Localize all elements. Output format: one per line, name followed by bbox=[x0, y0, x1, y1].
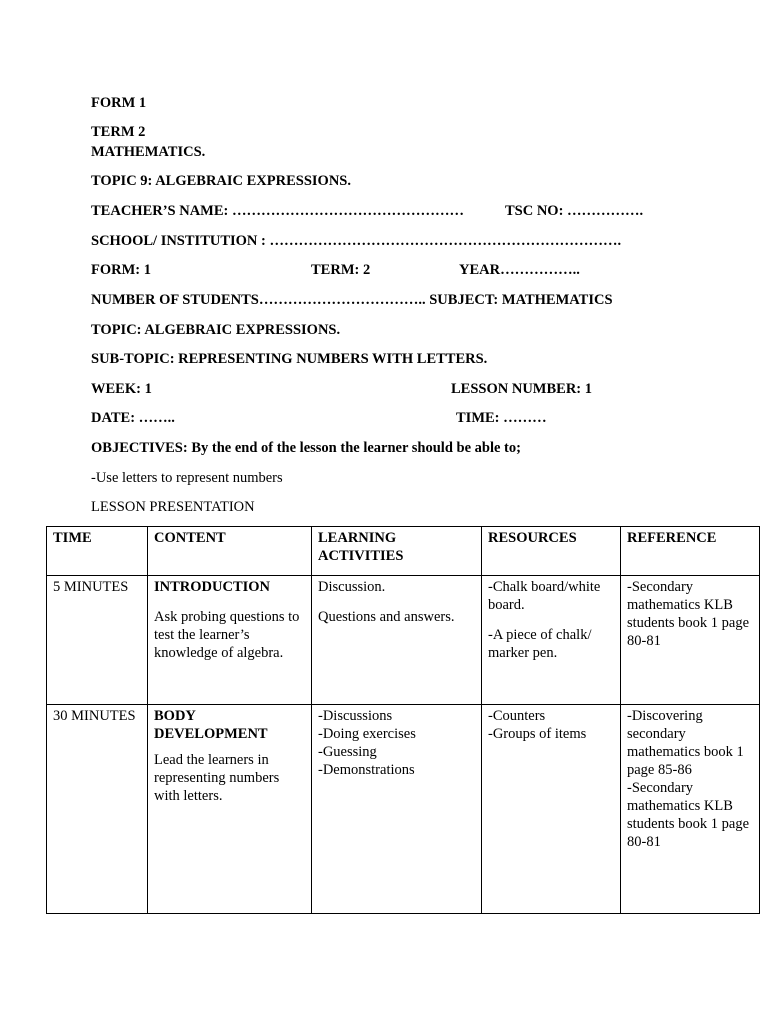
reference-item: -Discovering secondary mathematics book 1 page 85-86 bbox=[627, 708, 744, 778]
activity-item: Questions and answers. bbox=[318, 609, 455, 625]
objectives-label: OBJECTIVES bbox=[91, 440, 183, 456]
form-heading: FORM 1 bbox=[91, 95, 147, 111]
activity-item: Discussion. bbox=[318, 579, 386, 595]
row-content bbox=[148, 576, 312, 705]
header-time: TIME bbox=[47, 527, 148, 576]
row-activities bbox=[312, 705, 482, 914]
subject-heading: MATHEMATICS. bbox=[91, 144, 206, 160]
reference-item: -Secondary mathematics KLB students book 1 page 80-81 bbox=[627, 579, 750, 649]
resource-item: -Chalk board/white board. bbox=[488, 579, 601, 613]
time-field: TIME: ……… bbox=[456, 410, 547, 426]
resource-item: -A piece of chalk/ marker pen. bbox=[488, 627, 592, 661]
year-field: YEAR…………….. bbox=[459, 262, 580, 278]
activity-item: -Discussions bbox=[318, 708, 393, 724]
subject-field: SUBJECT: MATHEMATICS bbox=[429, 292, 613, 308]
table-row bbox=[47, 576, 760, 705]
content-text: Lead the learners in representing numbers with letters. bbox=[154, 752, 280, 804]
reference-item: -Secondary mathematics KLB students book 1 page 80-81 bbox=[627, 780, 750, 850]
resource-item: -Counters bbox=[488, 708, 546, 724]
content-title: INTRODUCTION bbox=[154, 579, 271, 595]
activity-item: -Doing exercises bbox=[318, 726, 416, 742]
week-field: WEEK: 1 bbox=[91, 381, 152, 397]
row-activities bbox=[312, 576, 482, 705]
resource-item: -Groups of items bbox=[488, 726, 587, 742]
students-field bbox=[91, 291, 613, 309]
teacher-name-field: TEACHER’S NAME: ………………………………………… bbox=[91, 203, 464, 219]
objectives-line bbox=[91, 439, 521, 457]
term-heading: TERM 2 bbox=[91, 124, 146, 140]
row-reference bbox=[621, 576, 760, 705]
row-content bbox=[148, 705, 312, 914]
term-field: TERM: 2 bbox=[311, 262, 371, 278]
tsc-no-field: TSC NO: ……………. bbox=[505, 203, 644, 219]
row-time: 30 MINUTES bbox=[47, 705, 148, 914]
form-field: FORM: 1 bbox=[91, 262, 151, 278]
activity-item: -Guessing bbox=[318, 744, 377, 760]
lesson-number-field: LESSON NUMBER: 1 bbox=[451, 381, 592, 397]
row-resources bbox=[482, 576, 621, 705]
row-reference bbox=[621, 705, 760, 914]
header-learning-activities: LEARNING ACTIVITIES bbox=[312, 527, 482, 576]
students-text: NUMBER OF STUDENTS…………………………….. bbox=[91, 292, 430, 308]
header-reference: REFERENCE bbox=[621, 527, 760, 576]
subtopic-field: SUB-TOPIC: REPRESENTING NUMBERS WITH LETTERS. bbox=[91, 351, 488, 367]
lesson-presentation-label: LESSON PRESENTATION bbox=[91, 499, 255, 515]
date-field: DATE: …….. bbox=[91, 410, 175, 426]
school-field: SCHOOL/ INSTITUTION : ………………………………………………………………. bbox=[91, 233, 622, 249]
row-resources bbox=[482, 705, 621, 914]
header-resources: RESOURCES bbox=[482, 527, 621, 576]
content-text: Ask probing questions to test the learner’s knowledge of algebra. bbox=[154, 609, 300, 661]
objective-item: -Use letters to represent numbers bbox=[91, 470, 283, 486]
content-title: BODY DEVELOPMENT bbox=[154, 708, 268, 742]
objectives-text: : By the end of the lesson the learner should be able to; bbox=[182, 440, 521, 456]
table-header-row bbox=[47, 527, 760, 576]
topic-field: TOPIC: ALGEBRAIC EXPRESSIONS. bbox=[91, 322, 341, 338]
lesson-plan-table bbox=[46, 526, 760, 914]
table-row bbox=[47, 705, 760, 914]
row-time: 5 MINUTES bbox=[47, 576, 148, 705]
topic-heading: TOPIC 9: ALGEBRAIC EXPRESSIONS. bbox=[91, 173, 351, 189]
header-content: CONTENT bbox=[148, 527, 312, 576]
activity-item: -Demonstrations bbox=[318, 762, 415, 778]
